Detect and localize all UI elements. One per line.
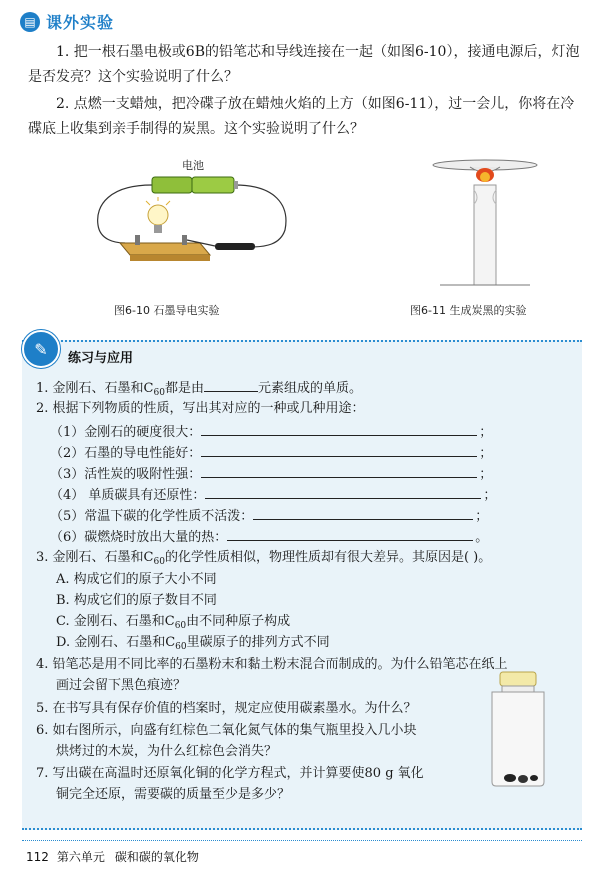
question-2-item-4: （4） 单质碳具有还原性： ；: [50, 484, 496, 506]
question-2-item-2: （2）石墨的导电性能好： ；: [50, 442, 492, 464]
answer-blank-2-1[interactable]: [201, 421, 477, 436]
practice-title: 练习与应用: [68, 350, 134, 366]
question-3-option-d[interactable]: D. 金刚石、石墨和$C_{60}$里碳原子的排列方式不同: [56, 635, 330, 652]
figure-candle-soot: [430, 155, 540, 295]
notebook-icon: ▤: [20, 12, 40, 32]
circuit-illustration: [90, 155, 300, 295]
answer-blank-q1[interactable]: [204, 377, 258, 392]
question-3: 3. 金刚石、石墨和$C_{60}$的化学性质相似，物理性质却有很大差异。其原因是( )。: [36, 550, 492, 567]
experiment-paragraph-1: 1. 把一根石墨电极或6B的铅笔芯和导线连接在一起（如图6-10），接通电源后，灯泡是否发亮？这个实验说明了什么？: [28, 44, 580, 85]
question-4-line-2: 画过会留下黑色痕迹？: [56, 678, 187, 693]
question-2-item-1: （1）金刚石的硬度很大： ；: [50, 421, 492, 443]
question-7-line-2: 铜完全还原，需要碳的质量至少是多少？: [56, 787, 291, 802]
question-3-option-c[interactable]: C. 金刚石、石墨和$C_{60}$由不同种原子构成: [56, 614, 291, 631]
question-2-item-6: （6）碳燃烧时放出大量的热： 。: [50, 526, 488, 548]
unit-title: 碳和碳的氧化物: [114, 850, 199, 864]
gas-jar-illustration: [478, 670, 558, 790]
figure-6-10-caption: 图6-10 石墨导电实验: [114, 304, 220, 317]
battery-label: 电池: [182, 159, 204, 172]
pencil-icon: ✎: [22, 330, 60, 368]
question-3-option-a[interactable]: A. 构成它们的原子大小不同: [56, 572, 217, 587]
answer-blank-2-3[interactable]: [201, 463, 477, 478]
page-number: 112: [26, 850, 49, 864]
question-5: 5. 在书写具有保存价值的档案时，规定应使用碳素墨水。为什么？: [36, 701, 417, 716]
page-footer: [26, 848, 199, 865]
question-6-line-1: 6. 如右图所示，向盛有红棕色二氧化氮气体的集气瓶里投入几小块: [36, 723, 417, 738]
answer-blank-2-5[interactable]: [253, 505, 473, 520]
question-7-line-1: 7. 写出碳在高温时还原氧化铜的化学方程式，并计算要使80 g 氧化: [36, 766, 424, 781]
question-3-option-b[interactable]: B. 构成它们的原子数目不同: [56, 593, 217, 608]
footer-divider: [22, 840, 582, 841]
candle-illustration: [430, 155, 540, 295]
experiment-title: 课外实验: [46, 13, 115, 32]
answer-blank-2-6[interactable]: [227, 526, 473, 541]
question-4-line-1: 4. 铅笔芯是用不同比率的石墨粉末和黏土粉末混合而制成的。为什么铅笔芯在纸上: [36, 657, 508, 672]
figure-6-11-caption: 图6-11 生成炭黑的实验: [410, 304, 527, 317]
experiment-header: [20, 10, 114, 33]
answer-blank-2-4[interactable]: [205, 484, 481, 499]
practice-header: [22, 330, 133, 368]
answer-blank-2-2[interactable]: [201, 442, 477, 457]
question-2: 2. 根据下列物质的性质，写出其对应的一种或几种用途：: [36, 401, 365, 416]
figure-graphite-circuit: [90, 155, 300, 295]
question-2-item-3: （3）活性炭的吸附性强： ；: [50, 463, 492, 485]
unit-label: 第六单元: [56, 850, 105, 864]
question-6-line-2: 烘烤过的木炭，为什么红棕色会消失？: [56, 744, 278, 759]
experiment-paragraph-2: 2. 点燃一支蜡烛，把冷碟子放在蜡烛火焰的上方（如图6-11），过一会儿，你将在冷碟底上收集到亲手制得的炭黑。这个实验说明了什么？: [28, 96, 575, 137]
question-1: 1. 金刚石、石墨和$C_{60}$都是由 元素组成的单质。: [36, 377, 362, 403]
question-2-item-5: （5）常温下碳的化学性质不活泼： ；: [50, 505, 488, 527]
